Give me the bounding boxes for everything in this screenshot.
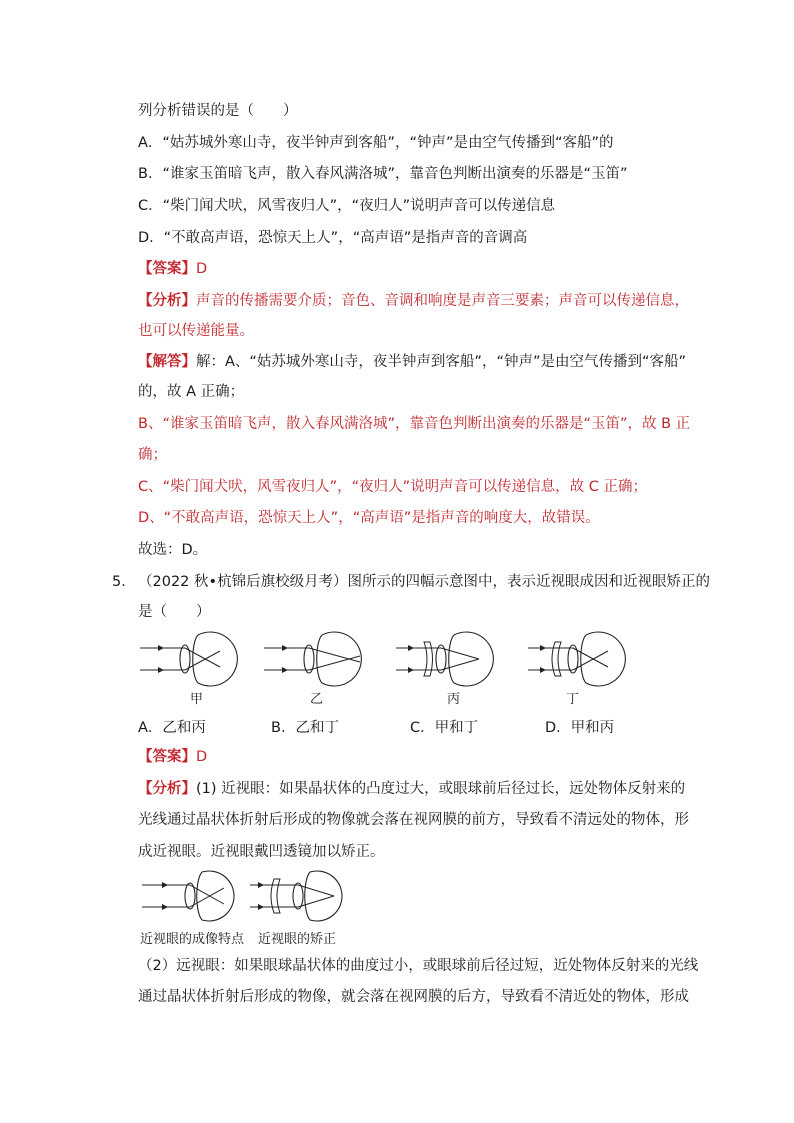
q4-option-c: C．“柴门闻犬吠，风雪夜归人”，“夜归人”说明声音可以传递信息 [138,198,556,214]
q5-answer [138,747,207,767]
q4-option-d: D．“不敢高声语，恐惊天上人”，“高声语”是指声音的音调高 [138,230,528,246]
answer-value: D [196,261,208,277]
q4-solution-line-4: 确； [138,447,167,463]
solution-text: 解：A、“姑苏城外寒山寺，夜半钟声到客船”，“钟声”是由空气传播到“客船” [196,354,686,370]
eye-diagram-bing [394,628,494,690]
q5-option-a: A．乙和丙 [138,720,206,736]
q5-option-b: B．乙和丁 [271,720,339,736]
q4-solution-line-6: D、“不敢高声语，恐惊天上人”，“高声语”是指声音的响度大，故错误。 [138,510,600,526]
q5-analysis-line-3: 成近视眼。近视眼戴凹透镜加以矫正。 [138,844,385,860]
answer-label: 【答案】 [138,749,196,765]
q5-stem-line-1: （2022 秋•杭锦后旗校级月考）图所示的四幅示意图中，表示近视眼成因和近视眼矫正的 [138,574,711,590]
q4-solution-line-5: C、“柴门闻犬吠，风雪夜归人”，“夜归人”说明声音可以传递信息，故 C 正确； [138,479,648,495]
q4-solution-line-1 [138,352,686,372]
q5-stem-line-2: 是（ ） [138,604,211,620]
analysis-text: 声音的传播需要介质；音色、音调和响度是声音三要素；声音可以传递信息， [196,293,689,309]
q5-option-c: C．甲和丁 [410,720,479,736]
q5-number: 5． [112,574,136,590]
q4-option-a: A．“姑苏城外寒山寺，夜半钟声到客船”，“钟声”是由空气传播到“客船”的 [138,135,614,151]
q4-analysis-line-1 [138,291,689,311]
q4-analysis-line-2: 也可以传递能量。 [138,323,254,339]
q5-analysis-line-1 [138,779,685,799]
q5-option-d: D．甲和丙 [545,720,615,736]
fig-label-jia: 甲 [190,692,204,707]
fig-label-bing: 丙 [447,692,461,707]
q4-answer [138,259,207,279]
analysis-text: (1) 近视眼：如果晶状体的凸度过大，或眼球前后径过长，远处物体反射来的 [196,781,686,797]
answer-label: 【答案】 [138,261,196,277]
analysis-label: 【分析】 [138,293,196,309]
eye-diagram-ding [526,628,626,690]
fig-label-ding: 丁 [566,692,580,707]
myopia-correction-diagram [248,868,348,924]
eye-diagram-jia [138,628,238,690]
solution-label: 【解答】 [138,354,196,370]
myopia-correction-caption: 近视眼的矫正 [258,932,337,947]
q5-analysis-line-4: （2）远视眼：如果眼球晶状体的曲度过小，或眼球前后径过短，近处物体反射来的光线 [138,958,699,974]
q4-solution-line-2: 的，故 A 正确； [138,384,245,400]
answer-value: D [196,749,208,765]
q4-solution-line-3: B、“谁家玉笛暗飞声，散入春风满洛城”，靠音色判断出演奏的乐器是“玉笛”，故 B 正 [138,416,691,432]
q5-analysis-line-5: 通过晶状体折射后形成的物像，就会落在视网膜的后方，导致看不清近处的物体，形成 [138,989,689,1005]
myopia-imaging-caption: 近视眼的成像特点 [140,932,245,947]
q4-stem-tail: 列分析错误的是（ ） [138,103,298,119]
q5-analysis-line-2: 光线通过晶状体折射后形成的物像就会落在视网膜的前方，导致看不清远处的物体，形 [138,812,689,828]
q4-option-b: B．“谁家玉笛暗飞声，散入春风满洛城”，靠音色判断出演奏的乐器是“玉笛” [138,166,628,182]
analysis-label: 【分析】 [138,781,196,797]
fig-label-yi: 乙 [310,692,324,707]
q4-conclusion: 故选：D。 [138,542,208,558]
myopia-imaging-diagram [140,868,240,924]
eye-diagram-yi [262,628,362,690]
